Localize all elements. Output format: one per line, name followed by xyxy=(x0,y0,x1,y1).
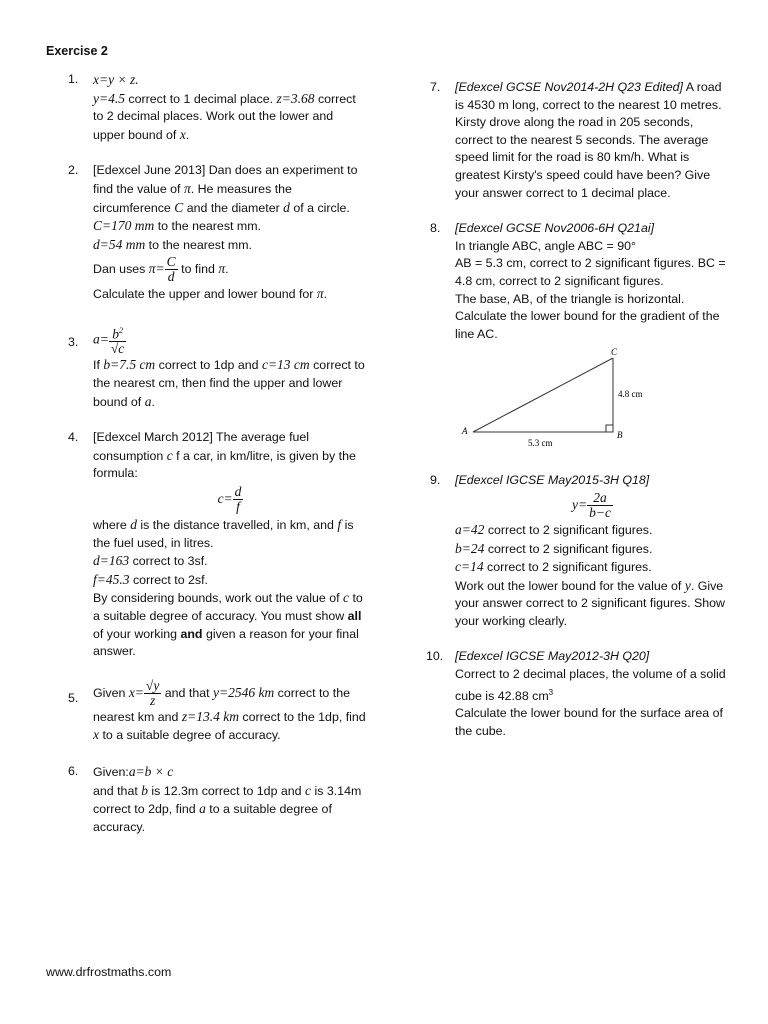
text: to a suitable degree of accuracy. xyxy=(93,802,332,834)
question-number: 2. xyxy=(68,163,79,178)
question-2 xyxy=(68,162,368,304)
text: The base, AB, of the triangle is horizontal. xyxy=(455,291,685,306)
footer-url[interactable]: www.drfrostmaths.com xyxy=(46,965,172,979)
question-number: 10. xyxy=(426,649,444,664)
fraction-numerator: d xyxy=(234,484,242,499)
text: In triangle ABC, angle ABC = 90° xyxy=(455,238,636,253)
text: Given: xyxy=(93,764,129,779)
math-value: z=3.68 xyxy=(276,90,315,106)
text: correct to 2sf. xyxy=(129,572,209,587)
question-3 xyxy=(68,324,368,411)
text: correct to 2 decimal places. Work out the lower and upper bound of xyxy=(93,91,356,142)
side-ac xyxy=(473,358,613,432)
math-var: π= xyxy=(148,261,165,277)
text: . He measures the circumference xyxy=(93,181,292,215)
text: f a car, in km/litre, is given by the formula: xyxy=(93,448,356,481)
question-reference: [Edexcel GCSE Nov2006-6H Q21ai] xyxy=(455,221,655,236)
math-var: c= xyxy=(217,490,233,506)
math-value: y=2546 km xyxy=(213,684,275,700)
math-value: C=170 mm xyxy=(93,218,155,234)
question-5 xyxy=(68,679,368,745)
fraction-numerator xyxy=(109,324,126,343)
fraction-numerator: √y xyxy=(145,677,160,693)
text: to the nearest mm. xyxy=(154,219,261,234)
text: Dan uses xyxy=(93,262,149,277)
math-var: d xyxy=(130,517,137,532)
fraction-denominator: √c xyxy=(110,341,125,357)
math-var: b xyxy=(112,326,119,342)
question-reference: [Edexcel IGCSE May2012-3H Q20] xyxy=(455,649,650,664)
math-value: a=42 xyxy=(455,521,485,537)
text: Correct to 2 decimal places, the volume of a solid cube is 42.88 cm xyxy=(455,667,726,703)
text: . xyxy=(225,262,229,277)
question-number: 1. xyxy=(68,72,79,86)
question-number: 5. xyxy=(68,690,79,705)
math-var: c xyxy=(305,782,312,798)
text: Work out the lower bound for the value of xyxy=(455,578,685,593)
text: A road is 4530 m long, correct to the nearest 10 metres. Kirsty drove along the road in 205 seconds, correct to the nearest 5 seconds. The average speed limit for the road is 80 km/h. What is greatest Kirsty's speed could have been? Give your answer correct to 1 decimal place. xyxy=(455,80,722,200)
text: correct to 1dp and xyxy=(155,358,262,373)
question-number: 9. xyxy=(430,473,441,488)
question-reference: [Edexcel GCSE Nov2014-2H Q23 Edited] xyxy=(455,80,683,94)
question-number: 3. xyxy=(68,334,79,349)
math-var: π xyxy=(218,261,226,277)
text: to find xyxy=(177,262,219,277)
fraction-denominator: b−c xyxy=(589,504,611,520)
text: If xyxy=(93,358,104,373)
fraction-denominator: z xyxy=(149,692,156,708)
right-column xyxy=(426,79,730,741)
fraction-denominator: d xyxy=(167,269,175,285)
text: correct to 2 significant figures. xyxy=(484,541,653,556)
math-var: π xyxy=(183,180,191,196)
math-var: π xyxy=(316,286,324,302)
fraction xyxy=(165,255,178,284)
math-value: c=14 xyxy=(455,559,484,575)
text: Calculate the lower bound for the gradient of the line AC. xyxy=(455,309,720,341)
text: is 3.14m correct to 2dp, find xyxy=(93,783,362,817)
question-6 xyxy=(68,763,368,836)
question-1 xyxy=(68,71,368,144)
math-var: a xyxy=(144,393,152,409)
text: and that xyxy=(93,783,142,798)
math-var: c xyxy=(166,447,173,463)
text: correct to 1 decimal place. xyxy=(124,91,277,106)
math-value: d=163 xyxy=(93,553,130,569)
text: . Give your answer correct to 2 significant figures. Show your working clearly. xyxy=(455,578,725,628)
text: Calculate the lower bound for the surface area of the cube. xyxy=(455,706,723,738)
fraction xyxy=(109,324,126,357)
math-var: x xyxy=(93,727,99,743)
math-var: C xyxy=(174,199,184,215)
math-value: z=13.4 km xyxy=(181,708,239,724)
text: AB = 5.3 cm, correct to 2 significant figures. BC = 4.8 cm, correct to 2 significant figures. xyxy=(455,256,726,288)
length-label-bc: 4.8 cm xyxy=(618,389,643,400)
emphasis: and xyxy=(180,626,203,641)
question-10 xyxy=(426,648,730,740)
length-label-ab: 5.3 cm xyxy=(528,438,553,449)
text: to the nearest mm. xyxy=(145,237,252,252)
text: . xyxy=(185,127,190,142)
text: given a reason for your final answer. xyxy=(93,626,359,659)
text: . xyxy=(323,287,328,302)
math-var: x xyxy=(179,126,186,142)
text: is the fuel used, in litres. xyxy=(93,518,354,550)
math-var: c xyxy=(343,590,350,606)
exponent: 3 xyxy=(548,687,554,697)
text: . xyxy=(151,394,155,409)
text: and that xyxy=(161,685,213,700)
right-angle-marker xyxy=(606,425,613,432)
question-reference: [Edexcel IGCSE May2015-3H Q18] xyxy=(455,473,650,488)
text: and the diameter xyxy=(183,200,284,215)
math-var: x= xyxy=(128,684,144,700)
vertex-label-c: C xyxy=(611,347,618,358)
fraction xyxy=(144,679,161,708)
text: where xyxy=(93,518,131,532)
math-var: y xyxy=(684,577,691,593)
math-value: b=24 xyxy=(455,540,485,556)
text: Given xyxy=(93,685,129,700)
question-7 xyxy=(430,79,730,202)
question-9 xyxy=(430,472,730,630)
text: correct to the nearest cm, then find the upper and lower bound of xyxy=(93,358,365,409)
math-var: a= xyxy=(93,331,109,347)
math-var: d xyxy=(283,199,290,215)
math-var: a xyxy=(199,801,206,817)
text: of a circle. xyxy=(289,200,350,215)
text: of your working xyxy=(93,626,181,641)
text: correct to the nearest km and xyxy=(93,685,350,724)
text: Calculate the upper and lower bound for xyxy=(93,287,317,302)
math-value: b=7.5 cm xyxy=(103,357,156,373)
fraction-numerator: 2a xyxy=(587,491,613,506)
math-value: y=4.5 xyxy=(93,90,125,106)
page-title: Exercise 2 xyxy=(46,44,108,58)
math-value: f=45.3 xyxy=(93,571,130,587)
question-8 xyxy=(430,220,730,458)
emphasis: all xyxy=(347,608,362,623)
question-number: 6. xyxy=(68,763,79,778)
text: correct to the 1dp, find xyxy=(238,709,366,724)
vertex-label-a: A xyxy=(462,426,468,437)
fraction-numerator: C xyxy=(166,254,176,270)
math-value: d=54 mm xyxy=(93,236,146,252)
math-var: f xyxy=(337,517,342,532)
text: to a suitable degree of accuracy. You must show xyxy=(93,591,363,623)
question-number: 4. xyxy=(68,430,79,445)
text: correct to 3sf. xyxy=(129,554,208,569)
fraction xyxy=(233,485,244,514)
text: correct to 2 significant figures. xyxy=(484,522,653,537)
text: By considering bounds, work out the value of xyxy=(93,591,344,606)
fraction-denominator: f xyxy=(236,499,240,514)
exponent: 2 xyxy=(118,325,123,335)
equation: x=y × z. xyxy=(93,72,139,87)
equation: a=b × c xyxy=(128,763,174,779)
question-4 xyxy=(68,429,368,661)
question-number: 8. xyxy=(430,221,441,236)
math-value: c=13 cm xyxy=(261,357,310,373)
text: is 12.3m correct to 1dp and xyxy=(147,783,306,798)
vertex-label-b: B xyxy=(617,430,623,441)
text: [Edexcel March 2012] The average fuel consumption xyxy=(93,430,310,463)
math-var: y= xyxy=(572,496,588,512)
math-var: b xyxy=(141,782,148,798)
fraction xyxy=(587,491,613,520)
text: to a suitable degree of accuracy. xyxy=(99,728,281,743)
text: correct to 2 significant figures. xyxy=(483,560,652,575)
question-number: 7. xyxy=(430,80,441,94)
triangle-diagram xyxy=(458,343,658,458)
text: is the distance travelled, in km, and xyxy=(136,518,338,532)
left-column xyxy=(68,71,368,836)
text: [Edexcel June 2013] Dan does an experiment to find the value of xyxy=(93,163,358,196)
